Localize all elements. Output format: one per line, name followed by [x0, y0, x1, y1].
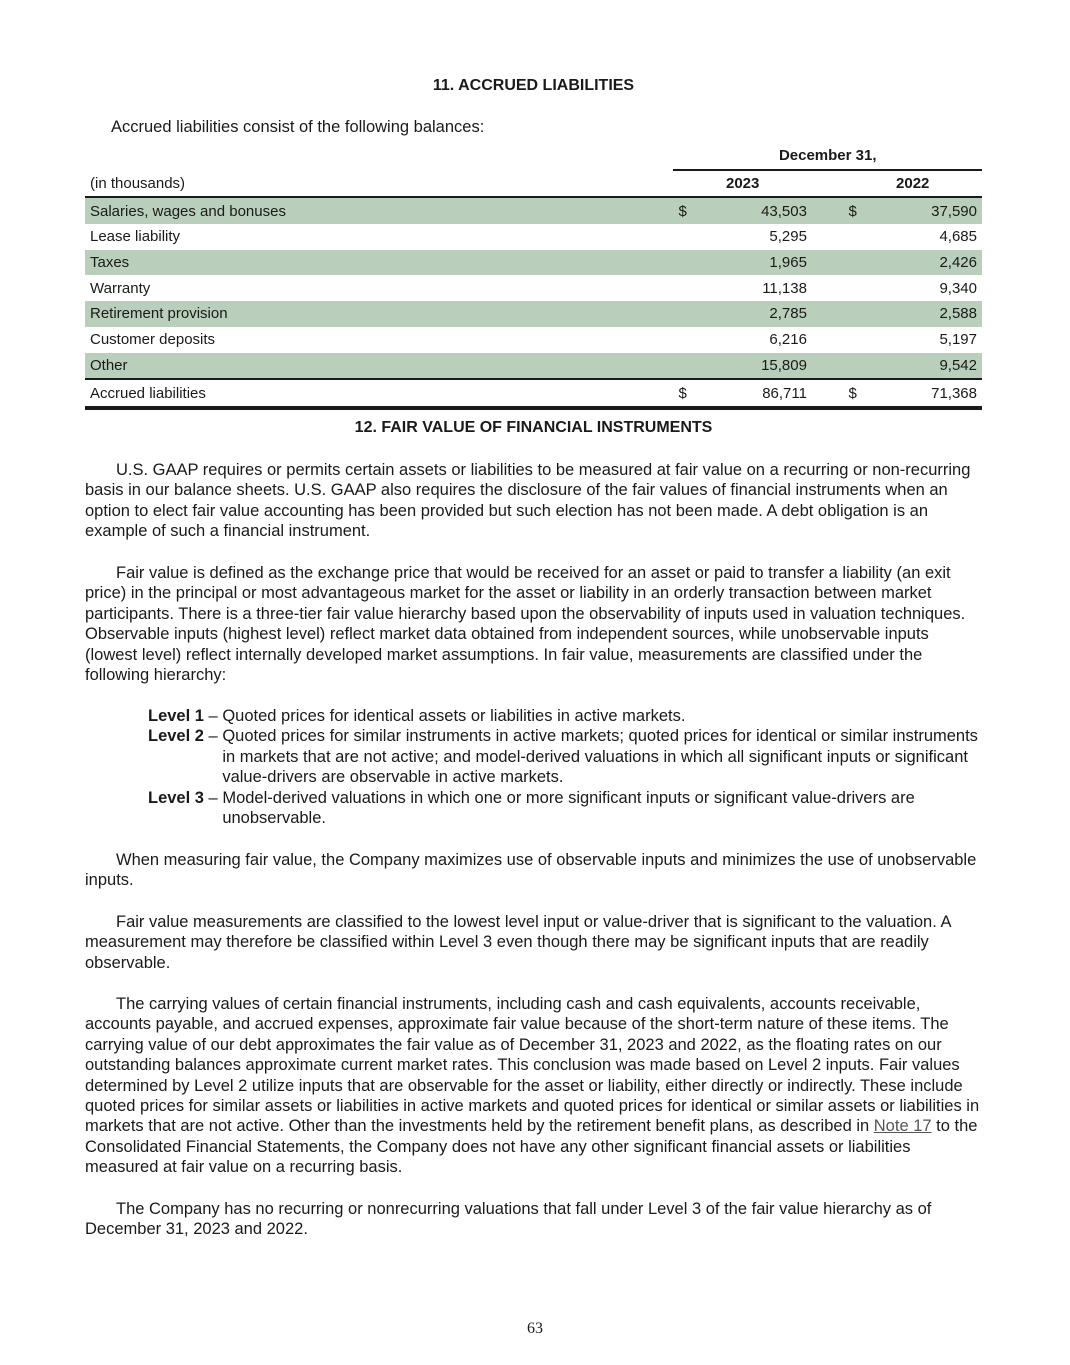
value-2022: 4,685 — [939, 228, 977, 246]
value-2023: 11,138 — [762, 279, 807, 297]
level-description: Quoted prices for identical assets or liabilities in active markets. — [222, 707, 686, 725]
level-description: Quoted prices for similar instruments in active markets; quoted prices for identical or similar instruments in markets that are not active; and model-derived valuations in which all significant inputs or significant value-drivers are observable in active markets. — [222, 727, 978, 787]
spacer — [812, 250, 844, 276]
spacer — [812, 353, 844, 380]
spacer — [812, 327, 844, 353]
row-label: Retirement provision — [85, 301, 673, 327]
level-dash: – — [203, 707, 223, 725]
spacer — [812, 275, 844, 301]
currency-2023 — [673, 275, 703, 301]
hierarchy-level-item — [148, 706, 988, 726]
table-row — [85, 301, 982, 327]
note-17-link[interactable]: Note 17 — [873, 1117, 932, 1136]
unit-label: (in thousands) — [85, 170, 673, 198]
currency-2022 — [843, 224, 873, 250]
spacer — [812, 224, 844, 250]
currency-2023 — [673, 224, 703, 250]
table-row — [85, 197, 982, 224]
row-label: Warranty — [90, 279, 151, 297]
value-2022: 2,588 — [873, 301, 982, 327]
period-header: December 31, — [673, 143, 982, 170]
level-key: Level 3 — [148, 788, 204, 807]
year-header-2023: 2023 — [673, 170, 812, 198]
currency-2022 — [843, 275, 873, 301]
currency-2023 — [673, 353, 703, 380]
hierarchy-levels-list — [148, 706, 988, 828]
table-row — [85, 224, 982, 250]
paragraph-carrying-values: The carrying values of certain financial instruments, including cash and cash equivalents, accounts receivable, accounts payable, and accrued expenses, approximate fair value because of the short-term nature of these items. The carrying value of our debt approximates the fair value as of December 31, 2023 and 2022, as the floating rates on our outstanding balances approximate current market rates. This conclusion was made based on Level 2 inputs. Fair values determined by Level 2 utilize inputs that are observable for the asset or liability, either directly or indirectly. These include quoted prices for similar assets or liabilities in active markets and quoted prices for identical or similar assets or liabilities in markets that are not active. Other than the investments held by the retirement benefit plans, as described in Note 17 to the Consolidated Financial Statements, the Company does not have any other significant financial assets or liabilities measured at fair value on a recurring basis. — [85, 995, 980, 1177]
section-12-title: 12. FAIR VALUE OF FINANCIAL INSTRUMENTS — [354, 419, 713, 436]
hierarchy-level-item — [148, 788, 988, 829]
currency-2023 — [673, 301, 703, 327]
currency-2022 — [843, 327, 873, 353]
currency-2023: $ — [673, 379, 703, 408]
row-label: Customer deposits — [90, 331, 216, 349]
currency-2022: $ — [843, 379, 873, 408]
table-row — [85, 353, 982, 380]
value-2022: 9,542 — [873, 353, 982, 380]
value-2023: 86,711 — [703, 379, 812, 408]
row-label: Accrued liabilities — [85, 379, 673, 408]
value-2023: 43,503 — [703, 197, 812, 224]
currency-2023 — [673, 250, 703, 276]
level-dash: – — [203, 727, 223, 746]
paragraph-observable-inputs: When measuring fair value, the Company maximizes use of observable inputs and minimizes the use of unobservable inputs. — [85, 851, 977, 890]
paragraph-level-3: The Company has no recurring or nonrecurring valuations that fall under Level 3 of the fair value hierarchy as of December 31, 2023 and 2022. — [85, 1200, 932, 1239]
currency-2022 — [843, 353, 873, 380]
section-11-title: 11. ACCRUED LIABILITIES — [432, 77, 635, 94]
value-2022: 71,368 — [873, 379, 982, 408]
table-row — [85, 250, 982, 276]
currency-2022 — [843, 250, 873, 276]
table-row — [85, 275, 982, 301]
level-key: Level 2 — [148, 727, 204, 746]
table-header-years — [85, 170, 982, 198]
level-key: Level 1 — [148, 707, 204, 725]
value-2022: 5,197 — [939, 331, 977, 349]
row-label: Salaries, wages and bonuses — [85, 197, 673, 224]
table-total-row — [85, 379, 982, 408]
paragraph-fair-value-definition: Fair value is defined as the exchange price that would be received for an asset or paid to transfer a liability (an exit price) in the principal or most advantageous market for the asset or liability in an orderly transaction between market participants. There is a three-tier fair value hierarchy based upon the observability of inputs used in valuation techniques. Observable inputs (highest level) reflect market data obtained from independent sources, while unobservable inputs (lowest level) reflect internally developed market assumptions. In fair value, measurements are classified under the following hierarchy: — [85, 564, 966, 685]
spacer — [812, 301, 844, 327]
value-2022: 9,340 — [939, 279, 977, 297]
currency-2022 — [843, 301, 873, 327]
value-2022: 2,426 — [873, 250, 982, 276]
currency-2023: $ — [673, 197, 703, 224]
level-description: Model-derived valuations in which one or more significant inputs or significant value-drivers are unobservable. — [222, 788, 915, 828]
hierarchy-level-item — [148, 726, 988, 787]
value-2023: 1,965 — [703, 250, 812, 276]
paragraph-gaap: U.S. GAAP requires or permits certain assets or liabilities to be measured at fair value on a recurring or non-recurring basis in our balance sheets. U.S. GAAP also requires the disclosure of the fair values of financial instruments when an option to elect fair value accounting has been provided but such election has not been made. A debt obligation is an example of such a financial instrument. — [85, 461, 971, 541]
level-dash: – — [203, 788, 223, 807]
table-row — [85, 327, 982, 353]
row-label: Lease liability — [90, 228, 181, 246]
row-label: Other — [85, 353, 673, 380]
value-2023: 6,216 — [769, 331, 807, 349]
section-11-intro: Accrued liabilities consist of the following balances: — [111, 118, 485, 136]
spacer — [812, 379, 844, 408]
value-2023: 2,785 — [703, 301, 812, 327]
paragraph-lowest-level: Fair value measurements are classified to the lowest level input or value-driver that is significant to the valuation. A measurement may therefore be classified within Level 3 even though there may be significant inputs that are readily observable. — [85, 913, 951, 972]
accrued-liabilities-table — [85, 143, 982, 410]
year-header-2022: 2022 — [843, 170, 982, 198]
row-label: Taxes — [85, 250, 673, 276]
spacer — [812, 197, 844, 224]
value-2023: 5,295 — [769, 228, 807, 246]
value-2022: 37,590 — [873, 197, 982, 224]
currency-2022: $ — [843, 197, 873, 224]
value-2023: 15,809 — [703, 353, 812, 380]
currency-2023 — [673, 327, 703, 353]
table-header-period — [85, 143, 982, 170]
page-number: 63 — [527, 1320, 543, 1337]
